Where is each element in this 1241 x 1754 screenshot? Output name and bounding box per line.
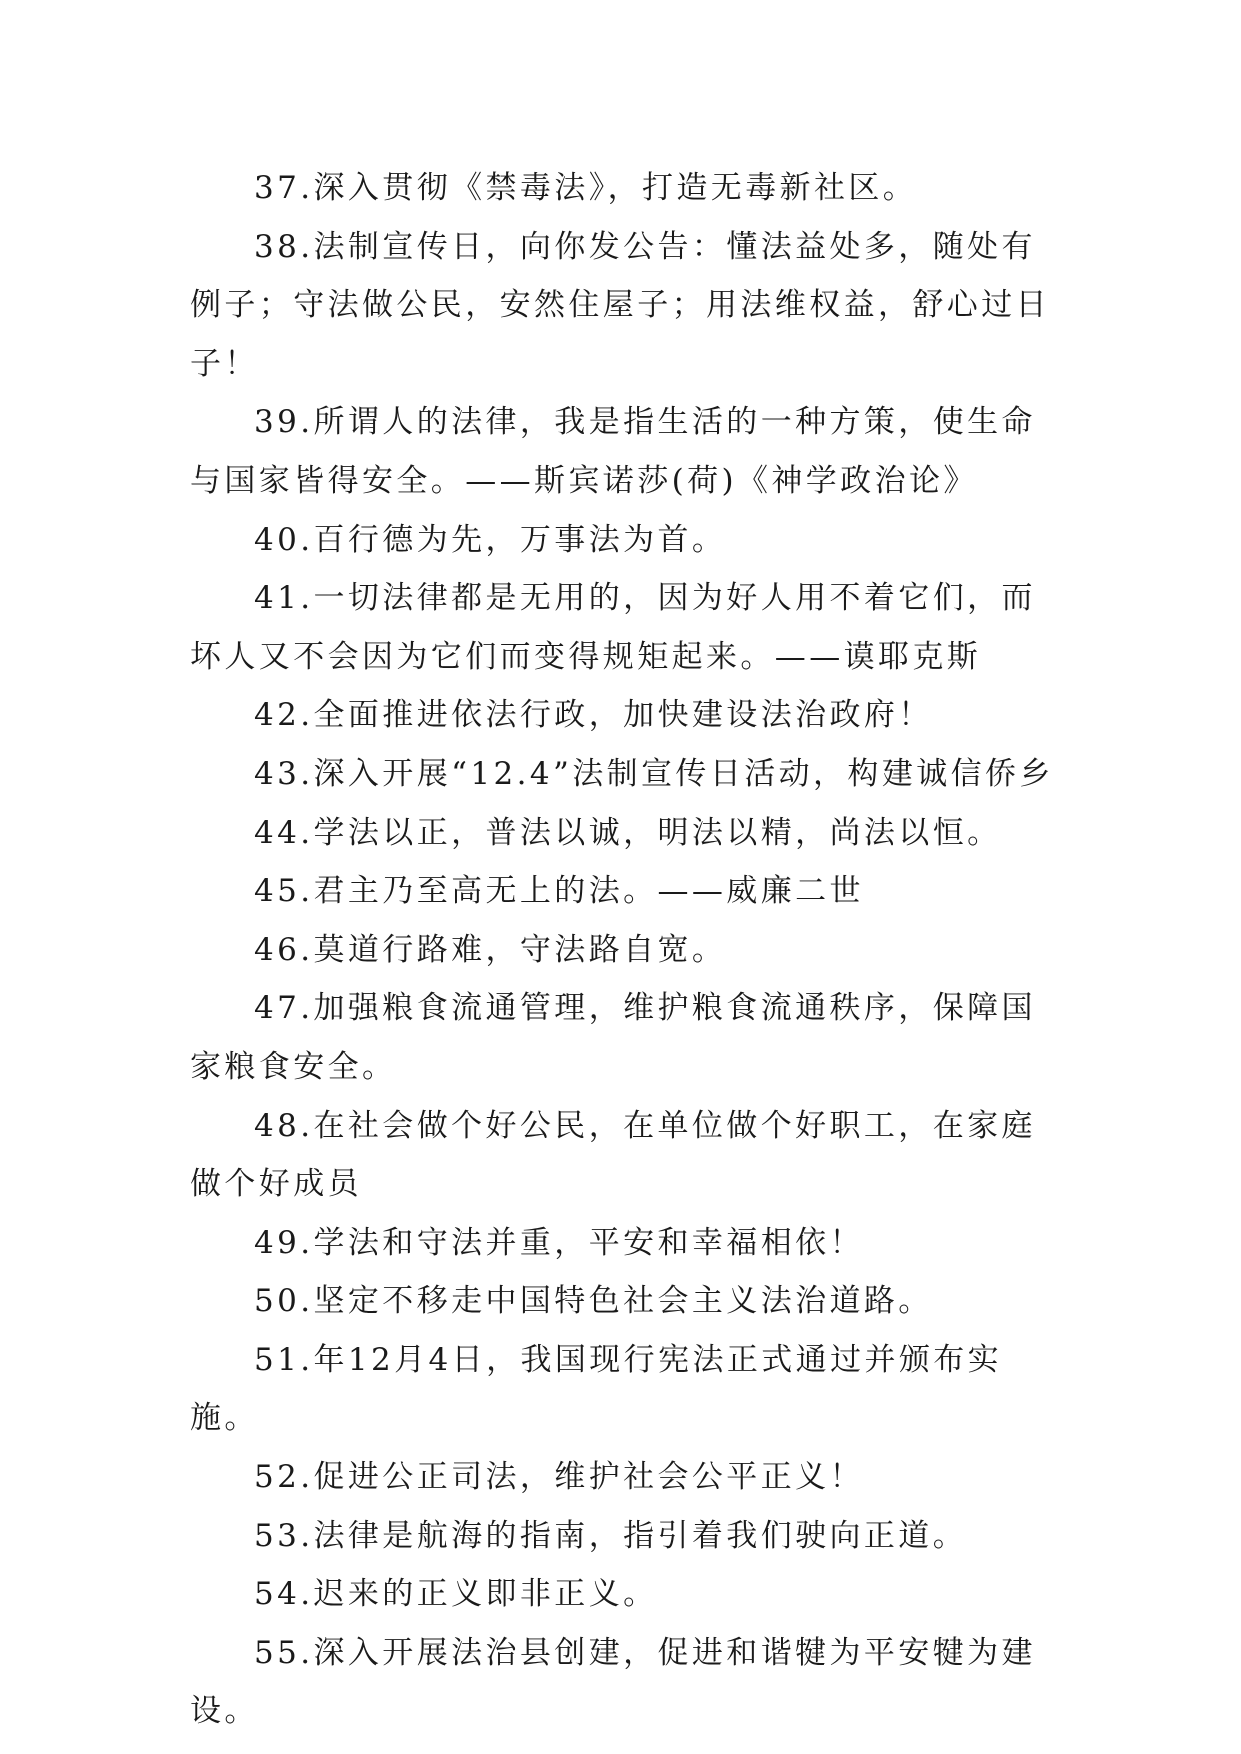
- paragraph-46: 46.莫道行路难，守法路自宽。: [254, 931, 727, 968]
- paragraph-52: 52.促进公正司法，维护社会公平正义！: [254, 1459, 864, 1496]
- paragraph-39: 39.所谓人的法律，我是指生活的一种方策，使生命与国家皆得安全。——斯宾诺莎(荷)《神学政治论》: [190, 404, 1036, 499]
- paragraph-48: 48.在社会做个好公民，在单位做个好职工，在家庭做个好成员: [190, 1107, 1036, 1203]
- paragraph-54: 54.迟来的正义即非正义。: [254, 1576, 658, 1613]
- paragraph-55: 55.深入开展法治县创建，促进和谐犍为平安犍为建设。: [190, 1634, 1036, 1730]
- paragraph-50: 50.坚定不移走中国特色社会主义法治道路。: [254, 1283, 933, 1320]
- paragraph-51: 51.年12月4日，我国现行宪法正式通过并颁布实施。: [190, 1341, 1003, 1437]
- paragraph-37: 37.深入贯彻《禁毒法》，打造无毒新社区。: [254, 170, 918, 206]
- paragraph-47: 47.加强粮食流通管理，维护粮食流通秩序，保障国家粮食安全。: [190, 990, 1036, 1085]
- paragraph-41: 41.一切法律都是无用的，因为好人用不着它们，而坏人又不会因为它们而变得规矩起来。——谟耶克斯: [190, 580, 1036, 675]
- paragraph-44: 44.学法以正，普法以诚，明法以精，尚法以恒。: [254, 814, 1002, 851]
- paragraph-53: 53.法律是航海的指南，指引着我们驶向正道。: [254, 1517, 968, 1554]
- paragraph-42: 42.全面推进依法行政，加快建设法治政府！: [254, 697, 933, 734]
- paragraph-45: 45.君主乃至高无上的法。——威廉二世: [254, 873, 864, 910]
- paragraph-38: 38.法制宣传日，向你发公告：懂法益处多，随处有例子；守法做公民，安然住屋子；用法维权益，舒心过日子！: [190, 228, 1050, 382]
- slogan-list: [190, 159, 1070, 1741]
- paragraph-49: 49.学法和守法并重，平安和幸福相依！: [254, 1224, 864, 1261]
- paragraph-40: 40.百行德为先，万事法为首。: [254, 521, 727, 558]
- paragraph-43: 43.深入开展“12.4”法制宣传日活动，构建诚信侨乡: [254, 755, 1054, 792]
